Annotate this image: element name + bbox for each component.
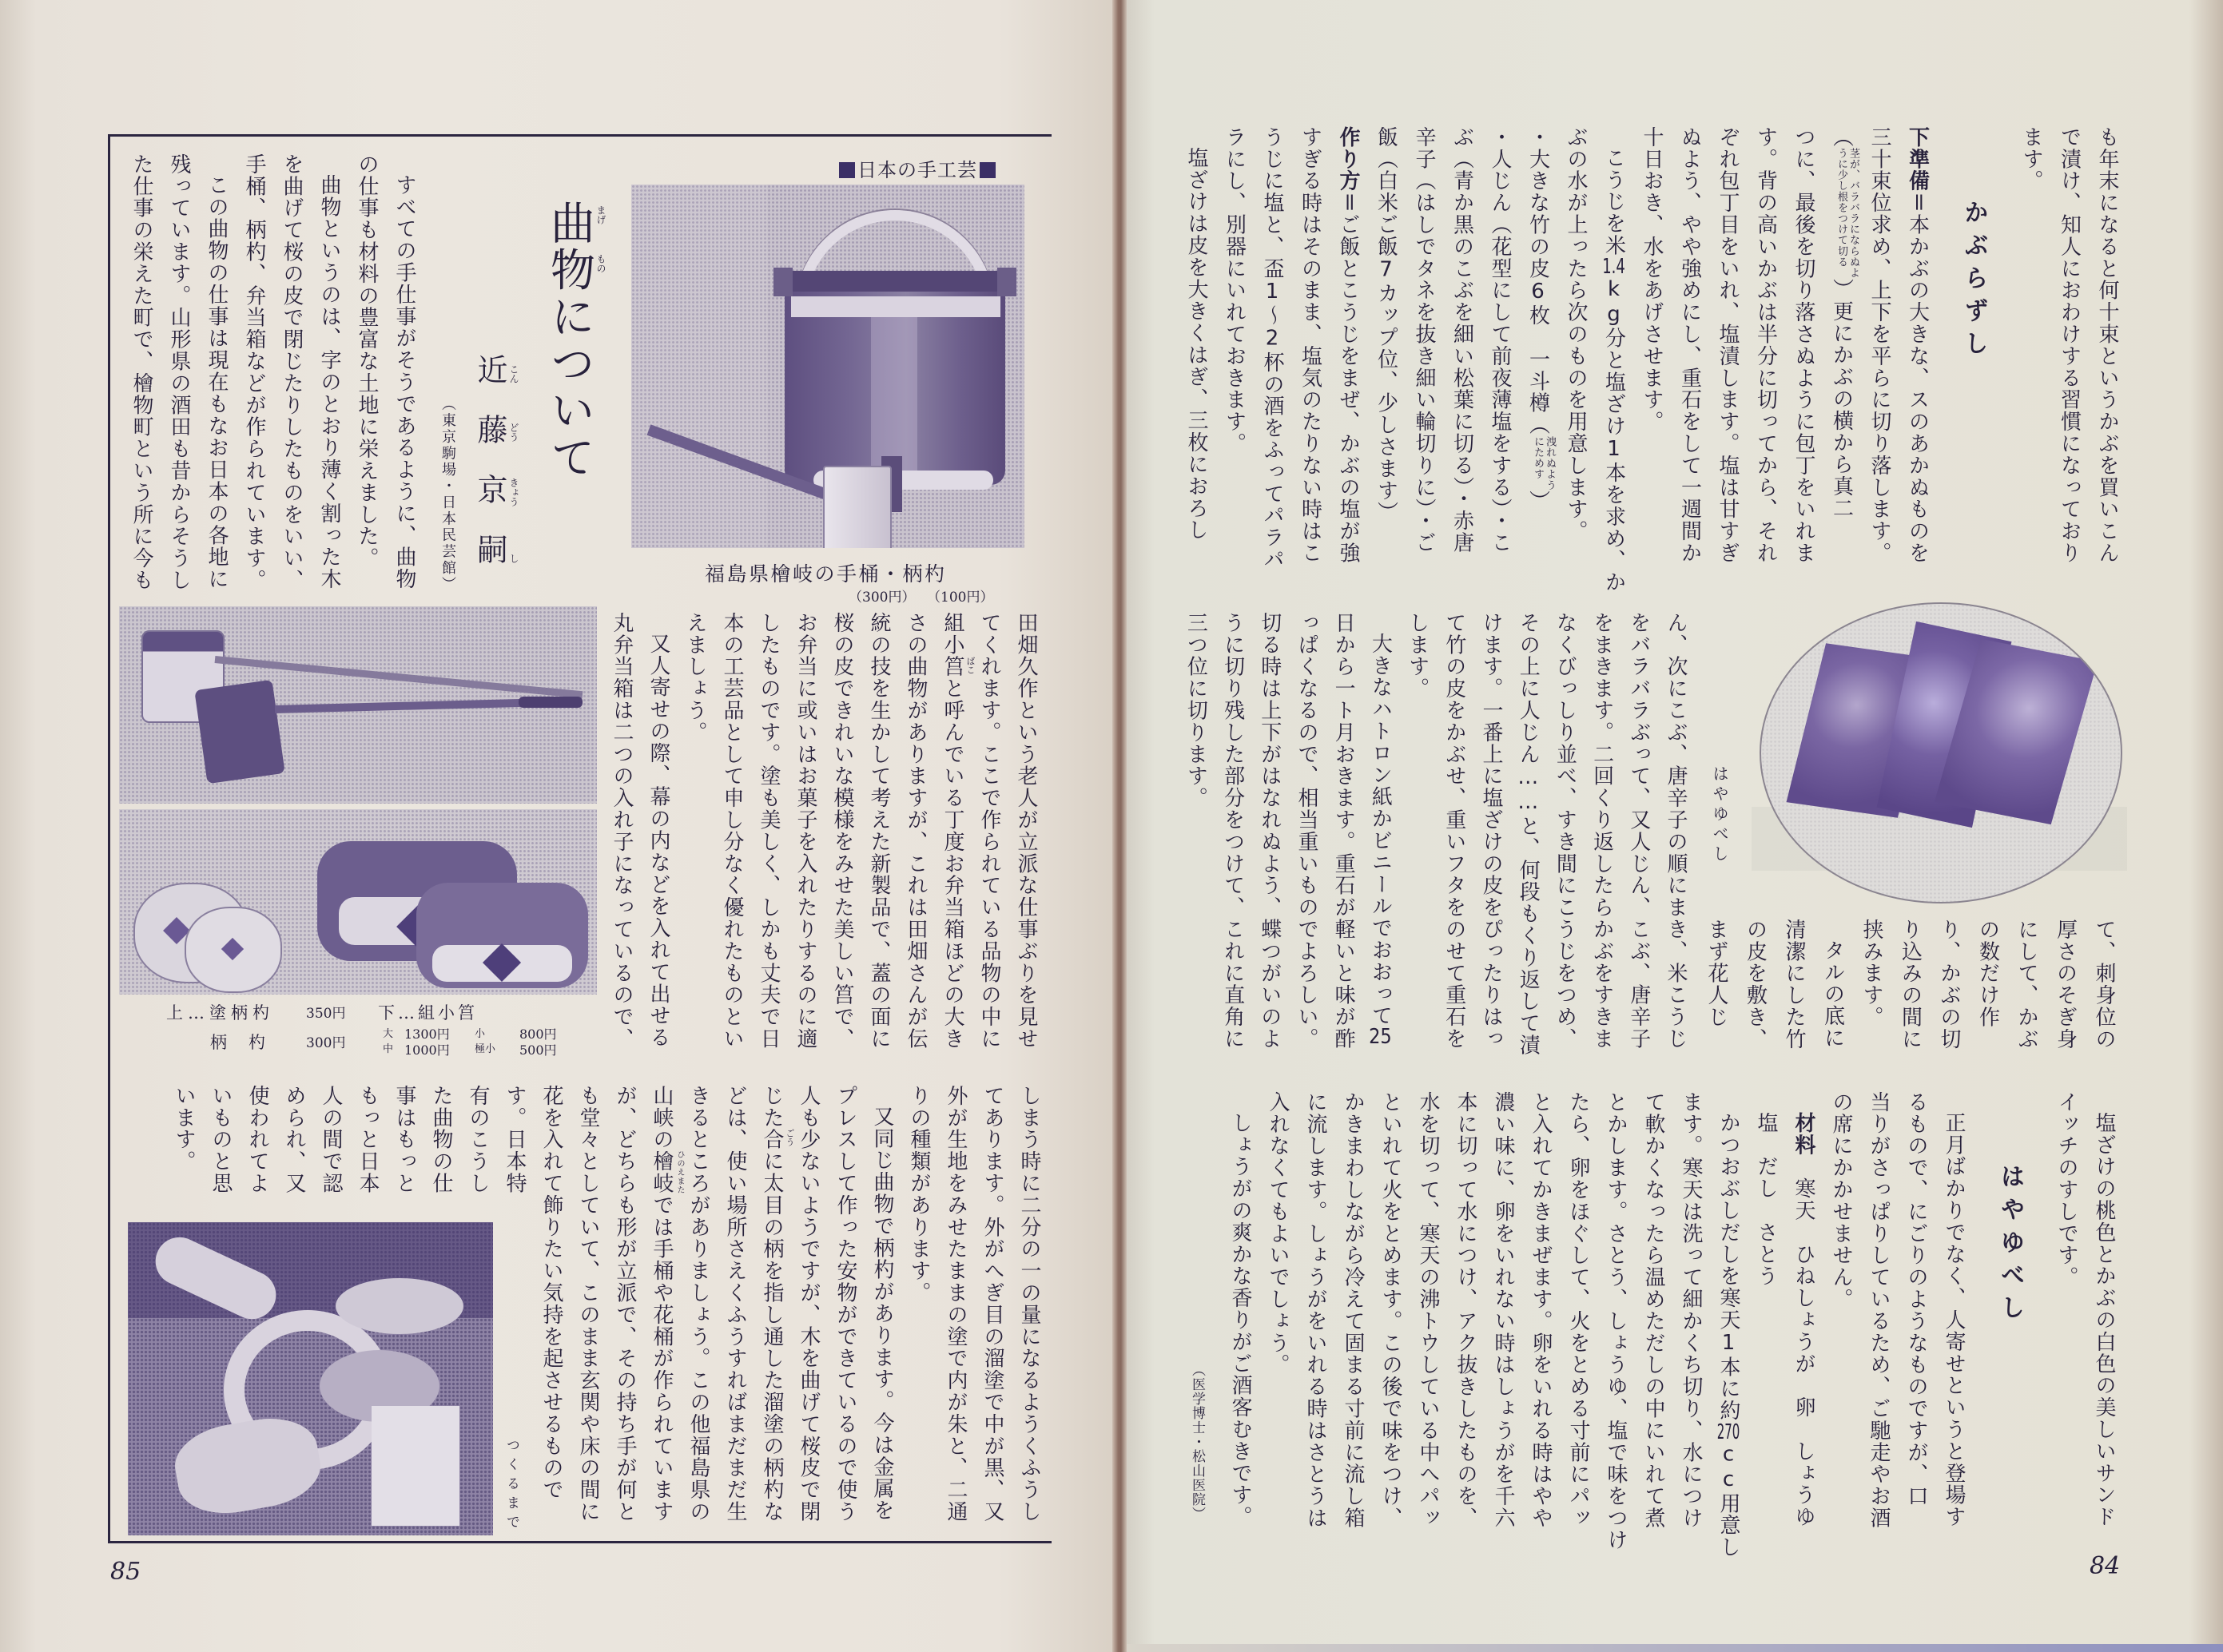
title-ruby: まげ — [595, 205, 606, 224]
text-column: 花を入れて飾りたい気持を起させるもので — [539, 1085, 563, 1501]
text-column: るもので、にごりのようなものですが、口 — [1904, 1091, 1928, 1507]
text-column: じた合に太目の柄を指し通した溜塗の柄杓な — [760, 1085, 784, 1523]
text-column — [1518, 126, 1557, 590]
text-column: 事はもっと — [392, 1085, 416, 1194]
text-column: なくびっしり並べ、すき間にこうじをつめ、 — [1553, 612, 1577, 1050]
text-run: かつおぶしだしを寒天1本に約 — [1716, 1112, 1740, 1422]
text-run: （ — [1829, 126, 1854, 149]
text-column: 三十束位求め、上下を平らに切り落します。 — [1867, 126, 1891, 564]
materials-column — [1784, 1091, 1822, 1555]
text-column: 組小筥と呼んでいる丁度お弁当箱ほどの大き — [940, 612, 964, 1050]
size-price: 1300円 — [404, 1027, 450, 1042]
size-price: 800円 — [519, 1027, 557, 1042]
inline-ruby: ごう — [785, 1129, 795, 1146]
text-column: ぶ（青か黒のこぶを細い松葉に切る）・赤唐 — [1450, 126, 1474, 554]
text-column: 又人寄せの際、幕の内などを入れて出せる — [646, 633, 670, 1049]
text-column: てくれます。ここで作られている品物の中に — [977, 612, 1001, 1050]
size-label: 小 — [475, 1028, 486, 1040]
text-column: 当りがさっぱりしているため、ご馳走やお酒 — [1867, 1091, 1891, 1529]
text-column: て竹の皮をかぶせ、重いフタをのせて重石を — [1442, 612, 1466, 1050]
text-column: 人も少ないようですが、木を曲げて桜皮で閉 — [797, 1085, 821, 1523]
text-column: 正月ばかりでなく、人寄せというと登場す — [1942, 1112, 1966, 1528]
page-number: 85 — [110, 1558, 141, 1586]
caption-ladle-item: 柄 杓 — [210, 1033, 268, 1052]
text-run: ） — [1525, 490, 1550, 513]
series-label-text: 日本の手工芸 — [857, 159, 977, 181]
text-run: kg分と塩ざけ1本を求め、か — [1601, 277, 1626, 594]
recipe-heading: はやゆべし — [1996, 1164, 2024, 1328]
author-affiliation: （東京駒場・日本民芸館） — [439, 396, 456, 593]
text-column: に流します。しょうがをいれる時はさとうは — [1303, 1091, 1327, 1529]
author-credit: （医学博士・松山医院） — [1189, 1363, 1205, 1521]
photo-hayayubeshi — [1760, 602, 2122, 903]
text-column: とかします。さとう、しょうゆ、塩で味をつけ — [1604, 1091, 1628, 1551]
article-title: 曲物について — [543, 200, 595, 482]
text-column: まず花人じ — [1704, 919, 1728, 1028]
text-column: いものと思 — [209, 1085, 233, 1194]
section-label: 作り方＝ — [1336, 126, 1360, 214]
section-label: 材料 — [1792, 1112, 1815, 1156]
text-run: ご飯とこうじをまぜ、かぶの塩が強 — [1336, 213, 1360, 565]
text-column — [1362, 612, 1398, 1075]
text-column: います。 — [172, 1085, 196, 1173]
kaburazushi-method-full — [1177, 612, 1694, 1075]
text-run: 本かぶの大きな、スのあかぬものを — [1905, 213, 1930, 565]
text-column: といれて火をとめます。この後で味をつけ、 — [1378, 1091, 1402, 1529]
note-line: うに少し根をつけて切る — [1835, 148, 1847, 268]
text-column: す。日本特 — [503, 1085, 527, 1194]
caption-upper-price: 350円 — [306, 1006, 346, 1022]
photo-caption: はやゆべし — [1710, 765, 1729, 865]
size-label: 大 — [383, 1028, 394, 1040]
text-column: ます。寒天は洗って細かくち切り、水につけ — [1679, 1091, 1703, 1529]
text-run: cc用意し — [1716, 1442, 1740, 1559]
text-column: で漬け、知人におわけする習慣になっており — [2057, 126, 2082, 564]
page-number: 84 — [2090, 1552, 2121, 1580]
text-column: 統の技を生かして考えた新製品で、蓋の面に — [867, 612, 891, 1050]
number-run: 25 — [1369, 1027, 1392, 1048]
text-column: しょうがの爽かな香りがご酒客むきです。 — [1228, 1112, 1252, 1528]
text-column: つに、最後を切り落さぬように包丁をいれま — [1792, 126, 1815, 564]
text-column: 曲物というのは、字のとおり薄く割った木 — [317, 174, 341, 590]
text-column: どは、使い場所さえくふうすればまだまだ生 — [723, 1085, 747, 1523]
text-column: 有のこうし — [466, 1085, 490, 1194]
photo-caption: つくるまで — [503, 1438, 519, 1534]
title-ruby: もの — [595, 254, 606, 273]
size-price: 1000円 — [404, 1042, 450, 1058]
inline-note — [1835, 148, 1859, 278]
text-column: て、刺身位の — [2092, 919, 2116, 1050]
text-column: ・人じん（花型にして前夜薄塩をする）・こ — [1488, 126, 1512, 554]
text-column: た仕事の栄えた町で、檜物町という所に今も — [129, 153, 153, 591]
size-label: 中 — [383, 1043, 394, 1055]
author-ruby: きょう — [508, 478, 519, 506]
text-column: 濃い味に、卵をいれない時はしょうがを千六 — [1491, 1091, 1515, 1529]
text-column: 三つ位に切ります。 — [1183, 612, 1208, 809]
note-line: 洩れぬよう — [1544, 435, 1556, 490]
size-price: 500円 — [519, 1042, 557, 1058]
text-column: 日から一ト月おきます。重石が軽いと味が酢 — [1331, 612, 1356, 1050]
text-column: っぱくなるので、相当重いものでよろしい。 — [1294, 612, 1318, 1050]
text-column: をバラバラぶって、又人じん、こぶ、唐辛子 — [1626, 612, 1651, 1050]
author-ruby: こん — [508, 364, 519, 383]
text-column: の仕事も材料の豊富な土地に栄えました。 — [355, 153, 379, 570]
text-column: も年末になると何十束というかぶを買いこん — [2095, 126, 2119, 564]
text-column: すぎる時はそのまま、塩気のたりない時はこ — [1298, 126, 1322, 564]
materials-column: 塩 だし さとう — [1754, 1112, 1778, 1288]
text-column: 又同じ曲物で柄杓があります。今は金属を — [870, 1106, 894, 1522]
text-column: 厚さのそぎ身 — [2053, 919, 2078, 1050]
text-column: を曲げて桜の皮で閉じたりしたものをいい、 — [280, 153, 304, 591]
text-column: の席にかかせません。 — [1829, 1091, 1853, 1310]
text-column: の数だけ作 — [1975, 919, 2000, 1028]
text-column: 水を切って、寒天の沸トウしている中へパッ — [1416, 1091, 1440, 1529]
text-column: 塩ざけは皮を大きくはぎ、三枚におろし — [1184, 147, 1208, 542]
text-column: 飯（白米ご飯7カップ位、少しさます） — [1374, 126, 1398, 524]
text-column: もっと日本 — [356, 1085, 380, 1194]
text-column: この曲物の仕事は現在もなお日本の各地に — [205, 174, 229, 590]
text-column: 使われてよ — [245, 1085, 269, 1194]
text-column: けます。一番上に塩ざけの皮をぴったりはっ — [1478, 612, 1503, 1050]
text-column: しまう時に二分の一の量になるようくふうし — [1017, 1085, 1041, 1523]
text-run: こうじを米 — [1601, 147, 1626, 256]
text-column: 桜の皮できれいな模様をみせた美しい筥で、 — [830, 612, 854, 1050]
text-column: イッチのすしです。 — [2054, 1091, 2078, 1289]
text-column: 塩ざけの桃色とかぶの白色の美しいサンド — [2092, 1112, 2116, 1528]
text-run: 大きなハトロン紙かビニールでおおって — [1368, 633, 1393, 1027]
text-column: 辛子（はしでタネを抜き細い輪切りに）・ご — [1412, 126, 1436, 554]
text-column: ます。 — [2019, 126, 2043, 193]
text-column: り込みの間に — [1898, 919, 1923, 1050]
author-name: 近藤京嗣 — [472, 354, 507, 594]
text-column — [1822, 126, 1860, 590]
text-column: にして、かぶ — [2014, 919, 2038, 1050]
text-column: 手桶、柄杓、弁当箱などが作られています。 — [242, 153, 266, 591]
text-run: ）更にかぶの横から真二 — [1829, 278, 1854, 520]
kaburazushi-recipe-top — [1177, 126, 2126, 594]
text-column: うに切り残した部分をつけて、これに直角に — [1220, 612, 1245, 1050]
text-column — [1329, 126, 1367, 590]
text-column: て軟かくなったら温めただしの中にいれて煮 — [1641, 1091, 1665, 1529]
text-column: お弁当に或いはお菓子を入れたりするのに適 — [793, 612, 817, 1050]
text-column: 入れなくてもよいでしょう。 — [1266, 1091, 1290, 1376]
author-ruby: どう — [508, 423, 519, 442]
text-column: 十日おき、水をあげさせます。 — [1640, 126, 1664, 433]
text-column: ラにし、別器にいれておきます。 — [1222, 126, 1247, 455]
text-column — [1709, 1091, 1747, 1559]
caption-lower-item: 下…組小筥 — [378, 1003, 478, 1023]
text-column: められ、又 — [282, 1085, 306, 1194]
text-column: 本に切って水につけ、アク抜きしたものを、 — [1454, 1091, 1477, 1529]
caption-upper-item: 上…塗柄杓 — [166, 1003, 274, 1023]
text-column: かきまわしながら冷えて固まる寸前に流し箱 — [1341, 1091, 1365, 1529]
text-column: たら、卵をほぐして、火をとめる寸前にパッ — [1566, 1091, 1590, 1529]
price-bucket: （300円） — [849, 590, 916, 606]
text-column: 山峡の檜岐では手桶や花桶が作られています — [650, 1085, 674, 1523]
materials-list: 寒天 ひねしょうが 卵 しょうゆ — [1792, 1155, 1815, 1528]
inline-ruby: ひのえまた — [675, 1150, 684, 1194]
text-column: が、どちらも形が立派で、その持ち手が何と — [613, 1085, 637, 1523]
photo-caption: 福島県檜岐の手桶・柄杓 — [705, 562, 947, 586]
text-column: てあります。外がへぎ目の溜塗で中が黒、又 — [980, 1085, 1004, 1523]
inline-ruby: ばこ — [965, 657, 976, 674]
text-column — [1594, 126, 1632, 594]
text-column: タルの底に — [1820, 939, 1845, 1049]
text-column: りの種類があります。 — [907, 1085, 931, 1304]
text-column: えましょう。 — [683, 612, 707, 744]
text-column: さの曲物がありますが、これは田畑さんが伝 — [904, 612, 928, 1050]
note-line: にためす — [1532, 435, 1544, 480]
text-run: ・大きな竹の皮6枚 一斗樽（ — [1525, 126, 1550, 436]
text-column: その上に人じん……と、何段もくり返して漬 — [1516, 612, 1541, 1056]
text-column: プレスして作った安物ができているので使う — [833, 1085, 857, 1523]
text-column: り、かぶの切 — [1937, 919, 1961, 1050]
text-column: 挟みます。 — [1859, 919, 1883, 1028]
text-column: ぞれ包丁目をいれ、塩漬します。塩は甘すぎ — [1716, 126, 1740, 564]
kaburazushi-method-short — [1697, 919, 2124, 1062]
text-column: 外が生地をみせたままの塗で内が朱と、二通 — [944, 1085, 968, 1523]
text-column: すべての手仕事がそうであるように、曲物 — [392, 174, 416, 590]
text-column: 田畑久作という老人が立派な仕事ぶりを見せ — [1014, 612, 1038, 1050]
text-column: す。背の高いかぶは半分に切ってから、それ — [1753, 126, 1778, 564]
inline-note — [1532, 436, 1556, 490]
text-column: をまきます。二回くり返したらかぶをすきま — [1589, 612, 1614, 1050]
text-column: と入れてかきまぜます。卵をいれる時はやや — [1529, 1091, 1553, 1529]
text-column: 清潔にした竹 — [1782, 919, 1806, 1050]
caption-ladle-price: 300円 — [306, 1035, 346, 1051]
number-run: 270 — [1716, 1421, 1740, 1443]
number-run: 1.4 — [1602, 256, 1625, 277]
text-column: ぬよう、やや強めにし、重石をして一週間か — [1677, 126, 1702, 564]
text-column — [1898, 126, 1936, 590]
text-column: も堂々としていて、このまま玄関や床の間に — [576, 1085, 600, 1523]
text-column: た曲物の仕 — [429, 1085, 453, 1194]
hayayubeshi-recipe — [1221, 1091, 2122, 1559]
text-column: の皮を敷き、 — [1743, 919, 1768, 1050]
text-column: ぶの水が上ったら次のものを用意します。 — [1564, 126, 1588, 542]
price-ladle: （100円） — [927, 590, 994, 606]
note-line: 茎が、バラバラにならぬよ — [1847, 148, 1859, 279]
text-column: 人の間で認 — [319, 1085, 343, 1194]
size-label: 極小 — [475, 1043, 496, 1055]
text-column: ん、次にこぶ、唐辛子の順にまき、米こうじ — [1664, 612, 1688, 1050]
text-column: 残っています。山形県の酒田も昔からそうし — [167, 153, 191, 591]
text-column: うじに塩と、盃1～2杯の酒をふってパラパ — [1260, 126, 1284, 570]
text-column: きるところがありましょう。この他福島県の — [686, 1085, 710, 1523]
text-column: したものです。塗も美しく、しかも丈夫で日 — [757, 612, 781, 1050]
text-column: します。 — [1405, 612, 1430, 700]
recipe-heading: かぶらずし — [1959, 200, 1988, 363]
author-ruby: し — [508, 554, 519, 563]
text-column: 丸弁当箱は二つの入れ子になっているので、 — [610, 612, 634, 1050]
text-column: 本の工芸品として申し分なく優れたものとい — [720, 612, 744, 1050]
text-column: 切る時は上下がはなれぬよう、蝶つがいのよ — [1257, 612, 1282, 1050]
section-label: 下準備＝ — [1905, 126, 1930, 214]
